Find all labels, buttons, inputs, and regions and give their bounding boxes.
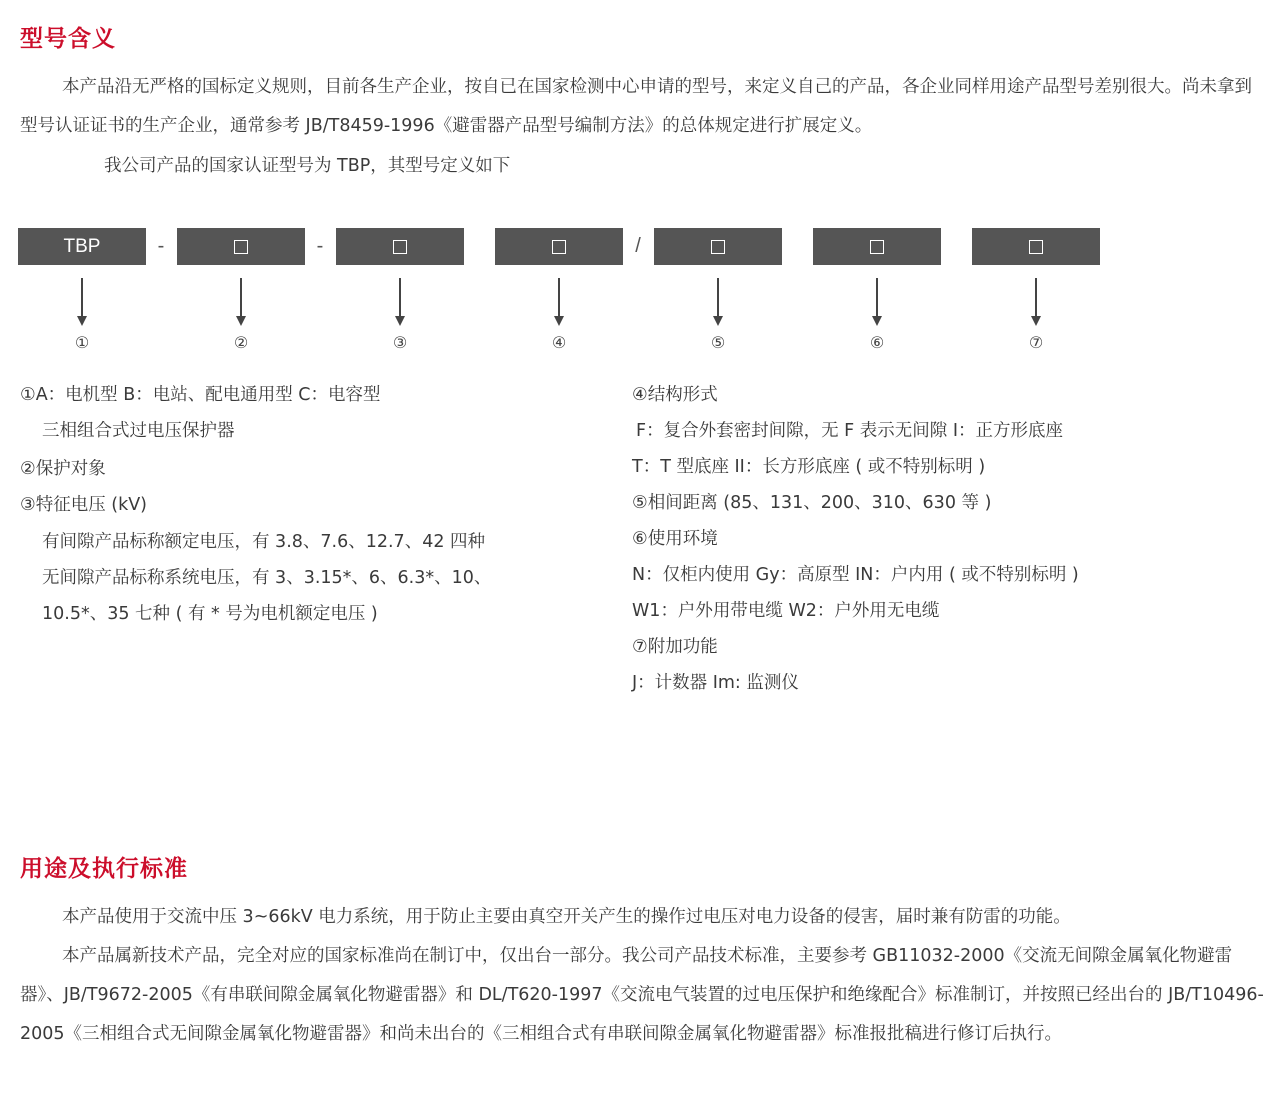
legend-item-3-detail: 有间隙产品标称额定电压，有 3.8、7.6、12.7、42 四种 [42,532,486,552]
legend-item-7-detail: J：计数器 Im: 监测仪 [632,673,799,693]
model-definition-lead: 我公司产品的国家认证型号为 TBP，其型号定义如下 [104,156,511,176]
section-title-model-meaning: 型号含义 [20,26,116,52]
down-arrow-icon [236,278,246,326]
placeholder-square-icon [393,240,407,254]
legend-item-2: ②保护对象 [20,459,106,479]
code-separator-dash: - [316,235,324,257]
code-box-tbp: TBP [18,228,146,265]
code-box-7 [972,228,1100,265]
legend-item-4: ④结构形式 [632,385,718,405]
placeholder-square-icon [711,240,725,254]
code-number-2: ② [233,333,249,352]
down-arrow-icon [395,278,405,326]
down-arrow-icon [554,278,564,326]
legend-item-1-detail: 三相组合式过电压保护器 [42,421,235,441]
placeholder-square-icon [1029,240,1043,254]
code-number-3: ③ [392,333,408,352]
code-separator-dash: - [157,235,165,257]
down-arrow-icon [872,278,882,326]
legend-item-4-detail: F：复合外套密封间隙，无 F 表示无间隙 I：正方形底座 [636,421,1063,441]
legend-item-6: ⑥使用环境 [632,529,718,549]
usage-paragraph: 本产品使用于交流中压 3~66kV 电力系统，用于防止主要由真空开关产生的操作过电压对电力设备的侵害，届时兼有防雷的功能。 [62,907,1071,927]
code-box-4 [495,228,623,265]
down-arrow-icon [77,278,87,326]
standards-paragraph: 本产品属新技术产品，完全对应的国家标准尚在制订中，仅出台一部分。我公司产品技术标准，主要参考 GB11032-2000《交流无间隙金属氧化物避雷器》、JB/T9672-2005《有串联间隙金属氧化物避雷器》和 DL/T620-1997《交流电气装置的过电压保护和绝缘配合》标准制订，并按照已经出台的 JB/T10496-2005《三相组合式无间隙金属氧化物避雷器》和尚未出台的《三相组合式有串联间隙金属氧化物避雷器》标准报批稿进行修订后执行。 [20,946,1264,1044]
section-title-usage-standards: 用途及执行标准 [20,856,188,882]
code-box-3 [336,228,464,265]
code-number-1: ① [74,333,90,352]
legend-item-6-detail: W1：户外用带电缆 W2：户外用无电缆 [632,601,940,621]
code-box-6 [813,228,941,265]
code-box-5 [654,228,782,265]
legend-item-1: ①A：电机型 B：电站、配电通用型 C：电容型 [20,385,381,405]
code-separator-slash: / [635,235,641,257]
code-number-4: ④ [551,333,567,352]
legend-item-4-detail: T：T 型底座 II：长方形底座 ( 或不特别标明 ) [632,457,986,477]
code-number-6: ⑥ [869,333,885,352]
legend-item-3: ③特征电压 (kV) [20,495,148,515]
placeholder-square-icon [552,240,566,254]
code-box-2 [177,228,305,265]
down-arrow-icon [1031,278,1041,326]
legend-item-3-detail: 无间隙产品标称系统电压，有 3、3.15*、6、6.3*、10、 [42,568,492,588]
legend-item-3-detail: 10.5*、35 七种 ( 有 * 号为电机额定电压 ) [42,604,378,624]
down-arrow-icon [713,278,723,326]
placeholder-square-icon [870,240,884,254]
legend-item-5: ⑤相间距离 (85、131、200、310、630 等 ) [632,493,992,513]
legend-item-6-detail: N：仅柜内使用 Gy：高原型 IN：户内用 ( 或不特别标明 ) [632,565,1079,585]
legend-item-7: ⑦附加功能 [632,637,718,657]
intro-paragraph: 本产品沿无严格的国标定义规则，目前各生产企业，按自已在国家检测中心申请的型号，来定义自己的产品，各企业同样用途产品型号差别很大。尚未拿到型号认证证书的生产企业，通常参考 JB/T8459-1996《避雷器产品型号编制方法》的总体规定进行扩展定义。 [20,77,1252,136]
placeholder-square-icon [234,240,248,254]
code-number-5: ⑤ [710,333,726,352]
code-number-7: ⑦ [1028,333,1044,352]
